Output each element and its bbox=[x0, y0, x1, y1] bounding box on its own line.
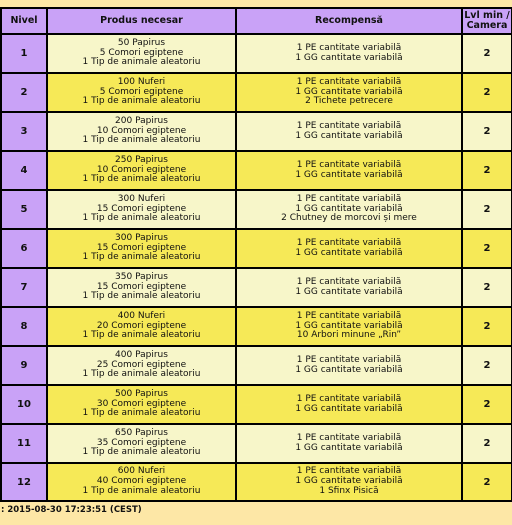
table-row bbox=[1, 34, 512, 73]
camera-cell: 2 bbox=[462, 34, 512, 73]
level-cell: 8 bbox=[1, 307, 47, 346]
reward-line: 1 GG cantitate variabilă bbox=[295, 130, 403, 141]
product-line: 250 Papirus bbox=[115, 154, 168, 165]
table-row bbox=[1, 346, 512, 385]
product-line: 1 Tip de animale aleatoriu bbox=[82, 213, 201, 224]
table-row bbox=[1, 307, 512, 346]
product-cell bbox=[47, 268, 236, 307]
reward-line: 1 GG cantitate variabilă bbox=[295, 169, 403, 180]
level-rewards-table bbox=[0, 7, 512, 502]
product-line: 1 Tip de animale aleatoriu bbox=[82, 135, 201, 146]
product-line: 300 Papirus bbox=[115, 232, 168, 243]
reward-line: 1 PE cantitate variabilă bbox=[296, 276, 402, 287]
camera-cell: 2 bbox=[462, 346, 512, 385]
product-line: 10 Comori egiptene bbox=[96, 164, 187, 175]
camera-cell: 2 bbox=[462, 424, 512, 463]
level-cell: 6 bbox=[1, 229, 47, 268]
product-line: 300 Nuferi bbox=[117, 193, 166, 204]
product-line: 15 Comori egiptene bbox=[96, 242, 187, 253]
product-cell bbox=[47, 307, 236, 346]
level-cell: 3 bbox=[1, 112, 47, 151]
reward-line: 1 PE cantitate variabilă bbox=[296, 354, 402, 365]
product-line: 15 Comori egiptene bbox=[96, 203, 187, 214]
reward-cell bbox=[236, 346, 462, 385]
product-line: 100 Nuferi bbox=[117, 76, 166, 87]
product-cell bbox=[47, 151, 236, 190]
camera-cell: 2 bbox=[462, 268, 512, 307]
page-timestamp: : 2015-08-30 17:23:51 (CEST) bbox=[1, 505, 142, 515]
reward-line: 1 Sfinx Pisică bbox=[319, 485, 379, 496]
level-cell: 5 bbox=[1, 190, 47, 229]
product-line: 400 Nuferi bbox=[117, 310, 166, 321]
reward-line: 1 GG cantitate variabilă bbox=[295, 247, 403, 258]
reward-line: 1 GG cantitate variabilă bbox=[295, 203, 403, 214]
reward-cell bbox=[236, 268, 462, 307]
header-reward: Recompensă bbox=[236, 8, 462, 34]
reward-cell bbox=[236, 463, 462, 501]
reward-line: 1 PE cantitate variabilă bbox=[296, 466, 402, 477]
table-body bbox=[1, 34, 512, 501]
table-row bbox=[1, 424, 512, 463]
product-line: 5 Comori egiptene bbox=[99, 47, 184, 58]
product-line: 35 Comori egiptene bbox=[96, 437, 187, 448]
product-line: 50 Papirus bbox=[117, 37, 166, 48]
reward-cell bbox=[236, 190, 462, 229]
camera-cell: 2 bbox=[462, 151, 512, 190]
reward-line: 1 GG cantitate variabilă bbox=[295, 442, 403, 453]
table-row bbox=[1, 112, 512, 151]
camera-cell: 2 bbox=[462, 307, 512, 346]
reward-cell bbox=[236, 34, 462, 73]
camera-cell: 2 bbox=[462, 385, 512, 424]
product-line: 1 Tip de animale aleatoriu bbox=[82, 369, 201, 380]
product-line: 30 Comori egiptene bbox=[96, 398, 187, 409]
reward-cell bbox=[236, 307, 462, 346]
reward-line: 1 PE cantitate variabilă bbox=[296, 237, 402, 248]
product-cell bbox=[47, 73, 236, 112]
product-line: 40 Comori egiptene bbox=[96, 476, 187, 487]
product-line: 650 Papirus bbox=[115, 427, 168, 438]
level-cell: 1 bbox=[1, 34, 47, 73]
reward-line: 1 GG cantitate variabilă bbox=[295, 403, 403, 414]
product-line: 400 Papirus bbox=[115, 349, 168, 360]
reward-cell bbox=[236, 112, 462, 151]
header-lvl-camera bbox=[462, 8, 512, 34]
product-line: 15 Comori egiptene bbox=[96, 281, 187, 292]
product-cell bbox=[47, 34, 236, 73]
header-lvl-camera-line2: Camera bbox=[466, 20, 508, 31]
level-cell: 10 bbox=[1, 385, 47, 424]
product-cell bbox=[47, 112, 236, 151]
reward-line: 1 PE cantitate variabilă bbox=[296, 159, 402, 170]
reward-line: 1 GG cantitate variabilă bbox=[295, 52, 403, 63]
reward-cell bbox=[236, 73, 462, 112]
reward-line: 1 GG cantitate variabilă bbox=[295, 86, 403, 97]
reward-line: 2 Chutney de morcovi și mere bbox=[281, 213, 417, 224]
reward-line: 10 Arbori minune „Rin” bbox=[296, 330, 402, 341]
reward-line: 1 PE cantitate variabilă bbox=[296, 393, 402, 404]
table-row bbox=[1, 73, 512, 112]
reward-line: 1 PE cantitate variabilă bbox=[296, 120, 402, 131]
reward-line: 1 PE cantitate variabilă bbox=[296, 76, 402, 87]
product-cell bbox=[47, 229, 236, 268]
product-line: 500 Papirus bbox=[115, 388, 168, 399]
product-line: 5 Comori egiptene bbox=[99, 86, 184, 97]
product-cell bbox=[47, 346, 236, 385]
level-cell: 4 bbox=[1, 151, 47, 190]
reward-line: 1 GG cantitate variabilă bbox=[295, 476, 403, 487]
camera-cell: 2 bbox=[462, 190, 512, 229]
camera-cell: 2 bbox=[462, 463, 512, 501]
product-cell bbox=[47, 424, 236, 463]
level-cell: 7 bbox=[1, 268, 47, 307]
table-row bbox=[1, 190, 512, 229]
reward-line: 1 PE cantitate variabilă bbox=[296, 193, 402, 204]
product-line: 1 Tip de animale aleatoriu bbox=[82, 96, 201, 107]
table-row bbox=[1, 385, 512, 424]
product-line: 1 Tip de animale aleatoriu bbox=[82, 485, 201, 496]
level-cell: 2 bbox=[1, 73, 47, 112]
product-cell bbox=[47, 190, 236, 229]
product-line: 1 Tip de animale aleatoriu bbox=[82, 330, 201, 341]
product-line: 350 Papirus bbox=[115, 271, 168, 282]
reward-line: 1 GG cantitate variabilă bbox=[295, 364, 403, 375]
reward-cell bbox=[236, 385, 462, 424]
reward-line: 2 Tichete petrecere bbox=[305, 96, 393, 107]
product-line: 10 Comori egiptene bbox=[96, 125, 187, 136]
product-line: 200 Papirus bbox=[115, 115, 168, 126]
product-line: 1 Tip de animale aleatoriu bbox=[82, 408, 201, 419]
product-line: 1 Tip de animale aleatoriu bbox=[82, 447, 201, 458]
product-cell bbox=[47, 463, 236, 501]
camera-cell: 2 bbox=[462, 229, 512, 268]
reward-cell bbox=[236, 424, 462, 463]
table-header-row bbox=[1, 8, 512, 34]
reward-line: 1 PE cantitate variabilă bbox=[296, 310, 402, 321]
reward-line: 1 GG cantitate variabilă bbox=[295, 286, 403, 297]
product-line: 25 Comori egiptene bbox=[96, 359, 187, 370]
header-product: Produs necesar bbox=[47, 8, 236, 34]
table-row bbox=[1, 151, 512, 190]
level-cell: 9 bbox=[1, 346, 47, 385]
header-lvl-camera-line1: Lvl min / bbox=[464, 10, 510, 21]
level-cell: 12 bbox=[1, 463, 47, 501]
product-line: 1 Tip de animale aleatoriu bbox=[82, 291, 201, 302]
reward-cell bbox=[236, 151, 462, 190]
level-cell: 11 bbox=[1, 424, 47, 463]
camera-cell: 2 bbox=[462, 73, 512, 112]
product-line: 20 Comori egiptene bbox=[96, 320, 187, 331]
product-line: 600 Nuferi bbox=[117, 466, 166, 477]
product-line: 1 Tip de animale aleatoriu bbox=[82, 174, 201, 185]
reward-line: 1 PE cantitate variabilă bbox=[296, 42, 402, 53]
table-row bbox=[1, 229, 512, 268]
product-cell bbox=[47, 385, 236, 424]
camera-cell: 2 bbox=[462, 112, 512, 151]
reward-cell bbox=[236, 229, 462, 268]
reward-line: 1 GG cantitate variabilă bbox=[295, 320, 403, 331]
table-row bbox=[1, 463, 512, 501]
reward-line: 1 PE cantitate variabilă bbox=[296, 432, 402, 443]
table-row bbox=[1, 268, 512, 307]
product-line: 1 Tip de animale aleatoriu bbox=[82, 57, 201, 68]
product-line: 1 Tip de animale aleatoriu bbox=[82, 252, 201, 263]
header-level: Nivel bbox=[1, 8, 47, 34]
